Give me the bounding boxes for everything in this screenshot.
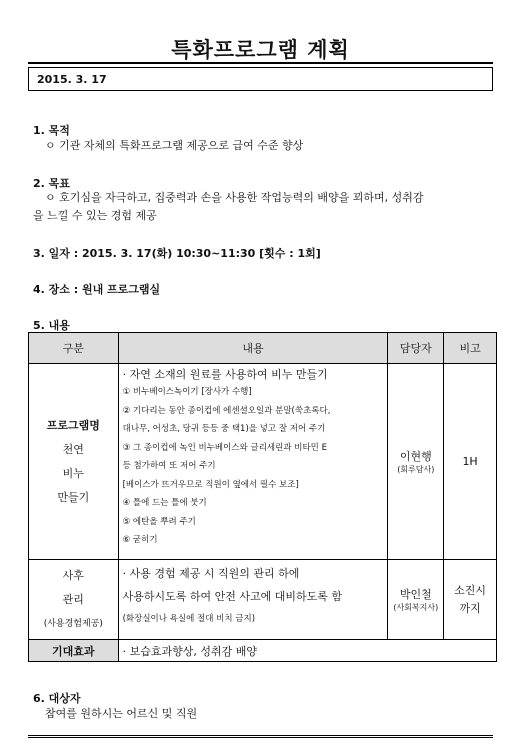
aftercare-note-cell: [444, 560, 497, 640]
page-title: 특화프로그램 계획: [171, 38, 350, 62]
section-purpose-body: ㅇ 기관 자체의 특화프로그램 제공으로 급여 수준 향상: [45, 139, 304, 152]
aftercare-label-cell: [29, 560, 119, 640]
section-goal-heading: 2. 목표: [33, 177, 70, 190]
aftercare-note-line: 소진시: [454, 583, 487, 597]
program-line: ③ 그 종이컵에 녹인 비누베이스와 글리세린과 비타민 E: [122, 442, 327, 453]
title-divider: [28, 62, 493, 64]
table-row-aftercare: [29, 560, 497, 640]
table-header-row: [29, 333, 497, 364]
section-target-body: 참여를 원하시는 어르신 및 직원: [45, 707, 198, 720]
plan-table: [28, 332, 497, 662]
table-row-effect: [29, 640, 497, 662]
program-line: [베이스가 뜨거우므로 직원이 옆에서 필수 보조]: [122, 479, 299, 490]
aftercare-manager-name: 박인철: [399, 588, 432, 601]
program-line: ① 비누베이스녹이기 [장사가 수행]: [122, 387, 252, 397]
aftercare-line: · 사용 경험 제공 시 직원의 관리 하에: [122, 567, 300, 580]
program-label-line: 만들기: [57, 490, 90, 504]
program-label-line: 천연: [62, 442, 84, 456]
program-line: ④ 틀에 드는 틀에 붓기: [122, 498, 207, 508]
section-purpose-heading: 1. 목적: [33, 124, 70, 137]
program-line: 대나무, 어성초, 당귀 등등 중 택1)을 넣고 잘 저어 주기: [122, 424, 326, 434]
program-line: 등 첨가하여 또 저어 주기: [122, 461, 216, 471]
program-label-line: 비누: [62, 466, 84, 480]
date-box: 2015. 3. 17: [28, 67, 493, 91]
program-content-cell: [118, 364, 388, 560]
section-target-heading: 6. 대상자: [33, 692, 81, 705]
program-manager-name: 이현행: [399, 450, 432, 463]
aftercare-label-line: 사후: [62, 568, 84, 582]
program-label-bold: 프로그램명: [46, 418, 100, 432]
header-manager: 담당자: [388, 333, 444, 364]
program-line: · 자연 소재의 원료를 사용하여 비누 만들기: [122, 368, 328, 381]
aftercare-line: (화장실이나 욕실에 절대 비치 금지): [122, 614, 256, 624]
aftercare-manager-cell: [388, 560, 444, 640]
program-line: ② 기다리는 동안 종이컵에 에센셜오일과 분말(쑥초록다,: [122, 405, 331, 416]
program-note-cell: 1H: [444, 364, 497, 560]
section-place: 4. 장소 : 원내 프로그램실: [33, 283, 161, 296]
section-schedule: 3. 일자 : 2015. 3. 17(화) 10:30~11:30 [횟수 : 1회]: [33, 247, 321, 260]
program-manager-cell: [388, 364, 444, 560]
program-label-cell: [29, 364, 119, 560]
header-category: 구분: [29, 333, 119, 364]
aftercare-line: 사용하시도록 하여 안전 사고에 대비하도록 함: [122, 590, 342, 603]
program-line: ⑤ 에탄올 뿌려 주기: [122, 516, 196, 527]
section-goal-body-line1: ㅇ 호기심을 자극하고, 집중력과 손을 사용한 작업능력의 배양을 꾀하며, 성취감: [45, 191, 424, 204]
program-line: ⑥ 굳히기: [122, 535, 158, 545]
effect-label-cell: 기대효과: [29, 640, 119, 662]
aftercare-label-sub: (사용경험제공): [43, 618, 103, 629]
aftercare-note-line: 까지: [459, 601, 481, 615]
aftercare-content-cell: [118, 560, 388, 640]
table-row-program: [29, 364, 497, 560]
section-content-heading: 5. 내용: [33, 319, 70, 332]
section-goal-body-line2: 을 느낄 수 있는 경험 제공: [33, 209, 157, 222]
aftercare-manager-role: (사회복지사): [393, 603, 439, 612]
header-note: 비고: [444, 333, 497, 364]
program-manager-role: (회루담사): [397, 465, 435, 474]
effect-content-cell: · 보습효과향상, 성취감 배양: [118, 640, 496, 662]
bottom-divider: [28, 735, 493, 738]
header-content: 내용: [118, 333, 388, 364]
aftercare-label-line: 관리: [62, 592, 84, 606]
